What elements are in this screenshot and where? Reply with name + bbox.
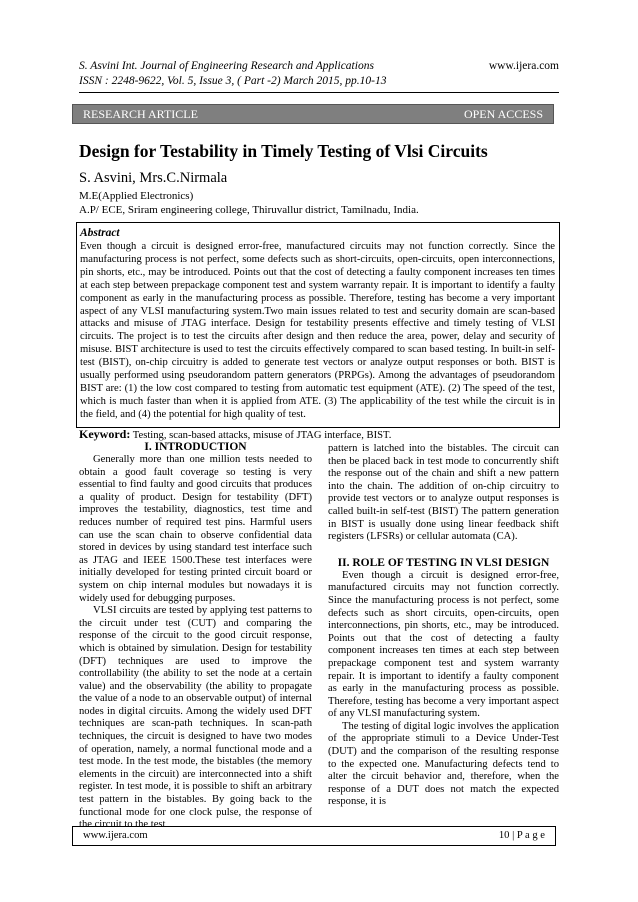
intro-paragraph-1: Generally more than one million tests needed to obtain a good fault coverage so testing is very essential to find faulty and good circuits that produces a quality of product. Design for testability (DFT) improves the testability, diagnostics, test time and reduces number of required test pins. Harmful users can use the scan chain to observe confidential data stored in devices by using standard test interface such as JTAG and IEEE 1500.These test interfaces were initially developed for testing printed circuit board or system on chip internal modules but nowadays it is widely used for debugging purposes. bbox=[79, 454, 312, 604]
keywords-text: Testing, scan-based attacks, misuse of JTAG interface, BIST. bbox=[130, 430, 392, 441]
article-type-band bbox=[72, 104, 554, 124]
affiliation-line-1: M.E(Applied Electronics) bbox=[79, 190, 194, 202]
paper-title: Design for Testability in Timely Testing of Vlsi Circuits bbox=[79, 141, 488, 161]
article-type: RESEARCH ARTICLE bbox=[83, 107, 198, 121]
intro-paragraph-2: VLSI circuits are tested by applying test patterns to the circuit under test (CUT) and comparing the response of the circuit to the good circuit response, which is obtained by simulation. Design for testability (DFT) techniques are used to improve the controllability (the ability to set the node at a certain value) and the observability (the ability to propagate the value of a node to an observable output) of internal nodes in digital circuits. Among the widely used DFT techniques are scan-path techniques. In scan-path techniques, the circuit is designed to have two modes of operation, namely, a normal functional mode and a test mode. In the test mode, the bistables (the memory elements in the circuit) are interconnected into a shift register. In test mode, it is possible to shift an arbitrary test pattern in the bistables. By going back to the functional mode for one clock pulse, the response of the circuit to the test bbox=[79, 605, 312, 831]
affiliation-line-2: A.P/ ECE, Sriram engineering college, Thiruvallur district, Tamilnadu, India. bbox=[79, 204, 419, 216]
page-footer bbox=[72, 826, 556, 846]
page-number: 10 | P a g e bbox=[498, 830, 545, 841]
role-paragraph-1: Even though a circuit is designed error-free, manufactured circuits may not function correctly. Since the manufacturing process is not perfect, some defects such as short circuits, open-circuits, open interconnections, pin shorts, etc., may be introduced. Points out that the cost of detecting a faulty component increases ten times at each step between prepackage component test and system warranty repair. It is important to identify a faulty component as early in the manufacturing process as possible. Therefore, testing has become a very important aspect of any VLSI manufacturing system. bbox=[328, 569, 559, 720]
abstract-box bbox=[76, 222, 560, 428]
header-rule bbox=[79, 92, 559, 93]
abstract-heading: Abstract bbox=[80, 227, 120, 239]
running-header-journal bbox=[79, 60, 559, 72]
footer-url[interactable]: www.ijera.com bbox=[83, 830, 148, 841]
access-label: OPEN ACCESS bbox=[463, 107, 543, 121]
section-heading-introduction: I. INTRODUCTION bbox=[144, 441, 247, 453]
left-column bbox=[79, 440, 312, 832]
right-column bbox=[328, 443, 559, 809]
section-heading-role-of-testing: II. ROLE OF TESTING IN VLSI DESIGN bbox=[337, 556, 550, 569]
role-paragraph-2: The testing of digital logic involves the application of the appropriate stimuli to a Device Under-Test (DUT) and the comparison of the resulting response to the expected one. Manufacturing defects tend to alter the circuit behavior and, therefore, when the response of a DUT does not match the expected response, it is bbox=[328, 720, 559, 808]
journal-url[interactable]: www.ijera.com bbox=[488, 60, 559, 72]
running-header-issn: ISSN : 2248-9622, Vol. 5, Issue 3, ( Part -2) March 2015, pp.10-13 bbox=[79, 75, 387, 87]
journal-name: S. Asvini Int. Journal of Engineering Research and Applications bbox=[79, 60, 374, 72]
paper-authors: S. Asvini, Mrs.C.Nirmala bbox=[79, 170, 228, 186]
intro-paragraph-continued: pattern is latched into the bistables. The circuit can then be placed back in test mode to concurrently shift the response out of the chain and shift a new pattern into the chain. The addition of on-chip circuitry to provide test vectors or to analyze output responses is called built-in self-test (BIST) The pattern generation in BIST is usually done using linear feedback shift registers (LFSRs) or cellular automata (CA). bbox=[328, 443, 559, 543]
abstract-text: Even though a circuit is designed error-free, manufactured circuits may not function correctly. Since the manufacturing process is not perfect, some defects such as short-circuits, open-circuits, open interconnections, pin shorts, etc., may be introduced. Points out that the cost of detecting a faulty component increases ten times at each step between prepackage component test and system warranty repair. It is important to identify a faulty component as early in the manufacturing process as possible. Therefore, testing has become a very important aspect of any VLSI manufacturing system.Two main issues related to test and security domain are scan-based attacks and misuse of JTAG interface. Design for testability presents effective and timely testing of VLSI circuits. The project is to test the circuits after design and then reduce the area, power, delay and security of misuse. BIST architecture is used to test the circuits effectively compared to scan based testing. In built-in self-test (BIST), on-chip circuitry is added to generate test vectors or analyze output responses or both. BIST is usually performed using pseudorandom pattern generators (PRPGs). Among the advantages of pseudorandom BIST are: (1) the low cost compared to testing from automatic test equipment (ATE). (2) The speed of the test, which is much faster than when it is applied from ATE. (3) The applicability of the test while the circuit is in the field, and (4) the potential for high quality of test. bbox=[80, 241, 555, 420]
keywords-label: Keyword: bbox=[79, 427, 131, 441]
